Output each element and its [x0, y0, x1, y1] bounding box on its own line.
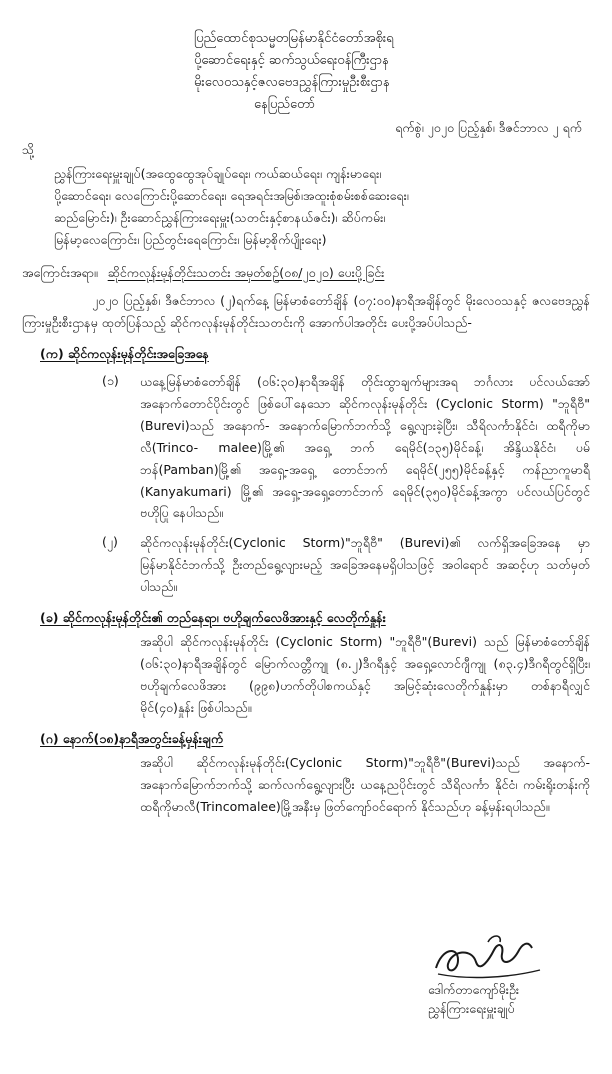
section-a-item [86, 532, 590, 598]
recipient-line: ပို့ဆောင်ရေး၊ လေကြောင်းပို့ဆောင်ရေး၊ ရေအရင်းအမြစ်၊အထူးစုံစမ်းစစ်ဆေးရေး၊ [54, 188, 409, 203]
city-name: နေပြည်တော် [254, 97, 316, 113]
recipient-line: မြန်မာ့လေကြောင်း၊ ပြည်တွင်းရေကြောင်း၊ မြန်မာ့စိုက်ပျိုးရေး) [54, 231, 327, 247]
intro-paragraph: ၂၀၂၀ ပြည့်နှစ်၊ ဒီဇင်ဘာလ (၂)ရက်နေ့ မြန်မာစံတော်ချိန် (၀၇:၀၀)နာရီအချိန်တွင် မိုးလေဝသနှင့် ဇလဗေဒညွှန်ကြားမှုဦးစီးဌာနမှ ထုတ်ပြန်သည့် ဆိုင်ကလုန်းမုန်တိုင်းသတင်းကို အောက်ပါအတိုင်း ပေးပို့အပ်ပါသည်- [22, 293, 590, 330]
ministry-name: ပို့ဆောင်ရေးနှင့် ဆက်သွယ်ရေးဝန်ကြီးဌာန [194, 53, 389, 69]
item-text: ဆိုင်ကလုန်းမုန်တိုင်း(Cyclonic Storm)"ဘူရီဗီ" (Burevi)၏ လက်ရှိအခြေအနေ မှာ မြန်မာနိုင်ငံဘက်သို့ ဦးတည်ရွေ့လျားမည့် အခြေအနေမရှိပါသဖြင့် အဝါရောင် အဆင့်ဟု သတ်မှတ်ပါသည်။ [140, 535, 590, 594]
item-text: ယနေ့မြန်မာစံတော်ချိန် (၀၆:၃၀)နာရီအချိန် တိုင်းထွာချက်များအရ ဘင်္ဂလား ပင်လယ်အော် အနောက်တောင်ပိုင်းတွင် ဖြစ်ပေါ်နေသော ဆိုင်ကလုန်းမုန်တိုင်း (Cyclonic Storm) "ဘူရီဗီ"(Burevi)သည် အနောက်- အနောက်မြောက်ဘက်သို့ ရွေ့လျားခဲ့ပြီး၊ သီရိလင်္ကာနိုင်ငံ၊ ထရီကိုမာလီ(Trinco- malee)မြို့၏ အရှေ့ ဘက် ရေမိုင်(၁၃၅)မိုင်ခန့်၊ အိန္ဒိယနိုင်ငံ၊ ပမ်ဘန်(Pamban)မြို့၏ အရှေ့-အရှေ့ တောင်ဘက် ရေမိုင်(၂၅၅)မိုင်ခန့်နှင့် ကန်ညာကူမာရီ (Kanyakumari) မြို့၏ အရှေ့-အရှေ့တောင်ဘက် ရေမိုင်(၃၅၀)မိုင်ခန့်အကွာ ပင်လယ်ပြင်တွင် ဗဟိုပြု နေပါသည်။ [140, 374, 590, 521]
section-a-item [86, 371, 590, 524]
document-date: ရက်စွဲ၊ ၂၀၂၀ ပြည့်နှစ်၊ ဒီဇင်ဘာလ ၂ ရက် [395, 120, 582, 136]
recipient-line: ဆည်မြောင်း)၊ ဦးဆောင်ညွှန်ကြားရေးမှူး(သတင်းနှင့်စာနယ်ဇင်း)၊ ဆိပ်ကမ်း၊ [54, 209, 386, 225]
section-c-text: အဆိုပါ ဆိုင်ကလုန်းမုန်တိုင်း(Cyclonic Storm)"ဘူရီဗီ"(Burevi)သည် အနောက်- အနောက်မြောက်ဘက်သို့ ဆက်လက်ရွေ့လျားပြီး ယနေ့ညပိုင်းတွင် သီရိလင်္ကာ နိုင်ငံ၊ ကမ်းရိုးတန်းကို ထရီကိုမာလီ(Trincomalee)မြို့အနီးမှ ဖြတ်ကျော်ဝင်ရောက် နိုင်သည်ဟု ခန့်မှန်းရပါသည်။ [140, 755, 590, 814]
letterhead [194, 28, 590, 116]
subject-text: ဆိုင်ကလုန်းမုန်တိုင်းသတင်း အမှတ်စဉ်(၀၈/၂၀၂၀) ပေးပို့ခြင်း [107, 264, 385, 280]
government-name: ပြည်ထောင်စုသမ္မတမြန်မာနိုင်ငံတော်အစိုးရ [194, 31, 394, 46]
item-number: (၁) [102, 373, 119, 389]
section-b-title: (ခ) ဆိုင်ကလုန်းမုန်တိုင်း၏ တည်နေရာ၊ ဗဟိုချက်လေဖိအားနှင့် လေတိုက်နှုန်း [40, 609, 386, 625]
recipient-list [54, 163, 590, 251]
section-c-title: (ဂ) နောက်(၁၈)နာရီအတွင်းခန့်မှန်းချက် [40, 730, 224, 746]
department-name: မိုးလေဝသနှင့်ဇလဗေဒညွှန်ကြားမှုဦးစီးဌာန [194, 75, 390, 91]
section-b-text: အဆိုပါ ဆိုင်ကလုန်းမုန်တိုင်း (Cyclonic Storm) "ဘူရီဗီ"(Burevi) သည် မြန်မာစံတော်ချိန် (၀၆:၃၀)နာရီအချိန်တွင် မြောက်လတ္တီကျု (၈.၂)ဒီဂရီနှင့် အရှေ့လောင်ဂျီကျု (၈၃.၄)ဒီဂရီတွင်ရှိပြီး၊ ဗဟိုချက်လေဖိအား (၉၉၈)ဟက်တိုပါစကယ်နှင့် အမြင့်ဆုံးလေတိုက်နှုန်းမှာ တစ်နာရီလျှင် မိုင်(၄၀)နှုန်း ဖြစ်ပါသည်။ [140, 634, 590, 715]
signature-block [428, 980, 578, 1019]
subject-line [22, 263, 590, 282]
handwritten-signature-icon [428, 928, 548, 984]
to-label: သို့ [22, 141, 35, 157]
signatory-title: ညွှန်ကြားရေးမှူးချုပ် [428, 1001, 515, 1017]
recipient-line: ညွှန်ကြားရေးမှူးချုပ်(အထွေထွေအုပ်ချုပ်ရေး၊ ကယ်ဆယ်ရေး၊ ကျန်းမာရေး၊ [54, 166, 382, 182]
item-number: (၂) [102, 534, 118, 550]
subject-label: အကြောင်းအရာ။ [22, 264, 98, 280]
section-a-title: (က) ဆိုင်ကလုန်းမုန်တိုင်းအခြေအနေ [40, 345, 209, 361]
signatory-name: ဒေါက်တာကျော်မိုးဦး [428, 982, 520, 997]
